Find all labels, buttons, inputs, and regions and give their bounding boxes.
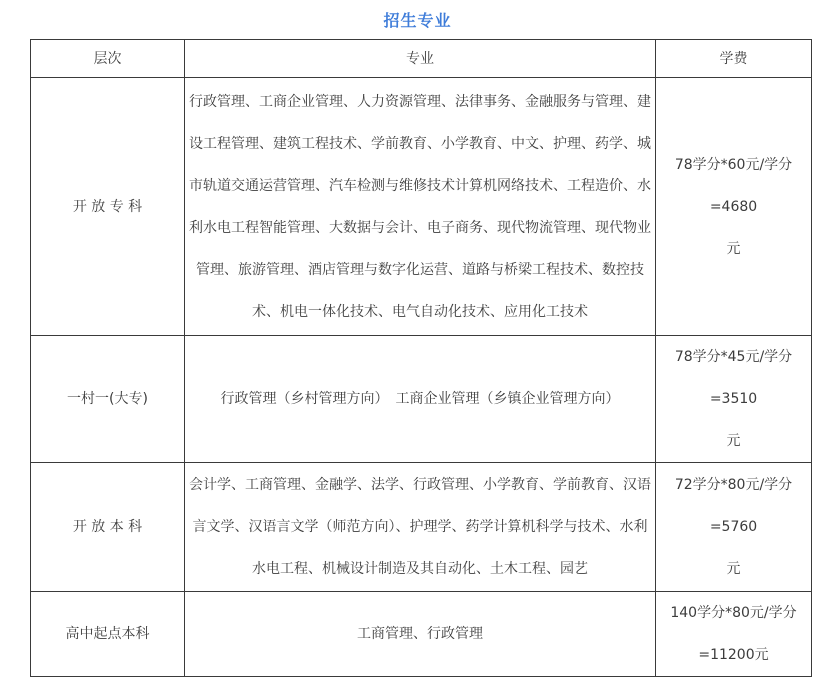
majors-cell: 行政管理（乡村管理方向） 工商企业管理（乡镇企业管理方向） bbox=[185, 336, 656, 463]
enrollment-table bbox=[30, 39, 812, 677]
tuition-cell bbox=[656, 592, 812, 677]
header-major: 专业 bbox=[185, 40, 656, 78]
page-title: 招生专业 bbox=[383, 11, 452, 30]
tuition-cell bbox=[656, 463, 812, 592]
header-level: 层次 bbox=[31, 40, 185, 78]
tuition-line: 78学分*60元/学分=4680 bbox=[674, 156, 793, 215]
table-row-village-college bbox=[31, 336, 812, 463]
tuition-line: 元 bbox=[726, 240, 741, 257]
tuition-line: 72学分*80元/学分=5760 bbox=[674, 477, 793, 535]
level-cell: 开 放 专 科 bbox=[31, 78, 185, 336]
level-cell: 开 放 本 科 bbox=[31, 463, 185, 592]
table-row-highschool-bachelor bbox=[31, 592, 812, 677]
tuition-line: 元 bbox=[726, 433, 741, 449]
majors-cell: 工商管理、行政管理 bbox=[185, 592, 656, 677]
level-cell: 一村一(大专) bbox=[31, 336, 185, 463]
header-tuition: 学费 bbox=[656, 40, 812, 78]
tuition-line: 140学分*80元/学分 bbox=[670, 605, 797, 621]
tuition-line: =11200元 bbox=[698, 647, 769, 663]
table-header-row bbox=[31, 40, 812, 78]
tuition-line: 78学分*45元/学分=3510 bbox=[674, 349, 793, 407]
majors-cell: 会计学、工商管理、金融学、法学、行政管理、小学教育、学前教育、汉语言文学、汉语言文学（师范方向）、护理学、药学计算机科学与技术、水利水电工程、机械设计制造及其自动化、土木工程、园艺 bbox=[185, 463, 656, 592]
majors-cell: 行政管理、工商企业管理、人力资源管理、法律事务、金融服务与管理、建设工程管理、建筑工程技术、学前教育、小学教育、中文、护理、药学、城市轨道交通运营管理、汽车检测与维修技术计算机网络技术、工程造价、水利水电工程智能管理、大数据与会计、电子商务、现代物流管理、现代物业管理、旅游管理、酒店管理与数字化运营、道路与桥梁工程技术、数控技术、机电一体化技术、电气自动化技术、应用化工技术 bbox=[185, 78, 656, 336]
tuition-cell bbox=[656, 78, 812, 336]
table-row-open-college bbox=[31, 78, 812, 336]
tuition-line: 元 bbox=[726, 561, 741, 577]
level-cell: 高中起点本科 bbox=[31, 592, 185, 677]
table-row-open-bachelor bbox=[31, 463, 812, 592]
tuition-cell bbox=[656, 336, 812, 463]
